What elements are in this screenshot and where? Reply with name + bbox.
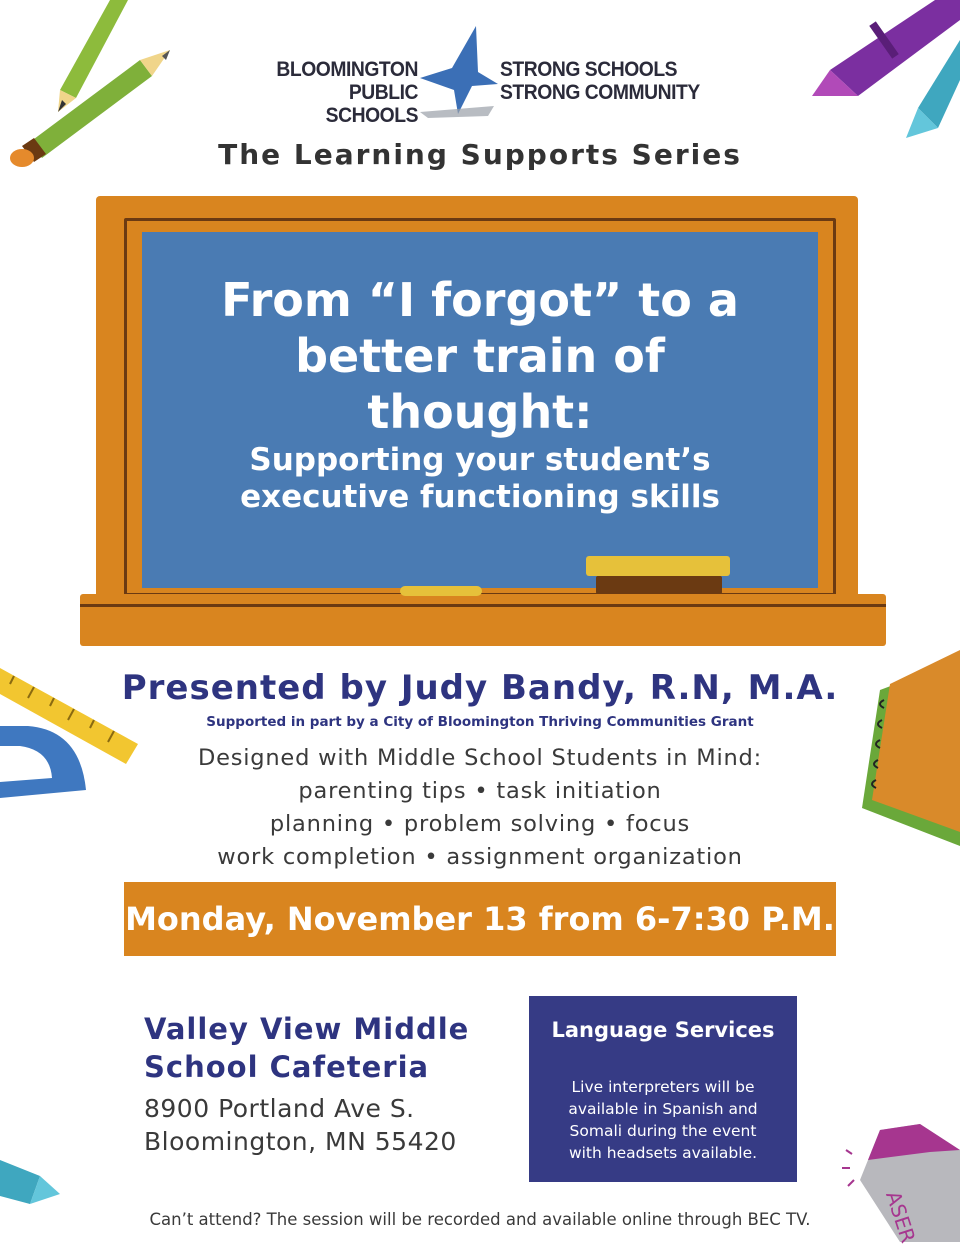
- subtitle-line: Supporting your student’s: [249, 442, 711, 478]
- star-icon: [414, 22, 504, 118]
- topic-line: parenting tips • task initiation: [298, 778, 662, 804]
- title-line: thought:: [367, 385, 593, 439]
- chalkboard-ledge: [80, 594, 886, 646]
- topics: [0, 742, 960, 874]
- venue-name: [144, 1010, 524, 1086]
- event-subtitle: [150, 442, 810, 516]
- subtitle-line: executive functioning skills: [240, 479, 720, 515]
- address-line: 8900 Portland Ave S.: [144, 1094, 415, 1123]
- series-title: The Learning Supports Series: [218, 138, 742, 171]
- topic-line: Designed with Middle School Students in Mind:: [197, 745, 763, 771]
- logo-line: STRONG SCHOOLS: [500, 58, 678, 81]
- title-line: better train of: [295, 329, 665, 383]
- logo-line: BLOOMINGTON: [276, 58, 418, 81]
- presenter: Presented by Judy Bandy, R.N, M.A.: [121, 668, 839, 708]
- logo-text-left: [254, 58, 418, 127]
- language-line: with headsets available.: [568, 1144, 758, 1162]
- title-line: From “I forgot” to a: [221, 273, 739, 327]
- eraser-label: ASER: [881, 1188, 921, 1246]
- topic-line: planning • problem solving • focus: [269, 811, 691, 837]
- logo-line: PUBLIC SCHOOLS: [325, 81, 418, 127]
- ledge-line: [80, 604, 886, 607]
- footer-note: Can’t attend? The session will be recorded and available online through BEC TV.: [149, 1210, 811, 1229]
- crayon-icon: [906, 40, 960, 138]
- venue-line: School Cafeteria: [144, 1050, 430, 1084]
- language-line: Somali during the event: [569, 1122, 757, 1140]
- grant-note: Supported in part by a City of Bloomington Thriving Communities Grant: [206, 714, 754, 730]
- board-eraser-icon: [586, 556, 730, 576]
- address-line: Bloomington, MN 55420: [144, 1127, 457, 1156]
- language-line: Live interpreters will be: [571, 1078, 755, 1096]
- language-services-body: [545, 1076, 781, 1164]
- event-date: Monday, November 13 from 6-7:30 P.M.: [125, 900, 835, 938]
- chalk-icon: [400, 586, 482, 596]
- logo-line: STRONG COMMUNITY: [500, 81, 700, 104]
- logo-text-right: [500, 58, 702, 104]
- language-line: available in Spanish and: [568, 1100, 758, 1118]
- crayon-icon: [0, 1160, 60, 1204]
- event-title: [150, 272, 810, 440]
- venue-line: Valley View Middle: [144, 1012, 470, 1046]
- topic-line: work completion • assignment organization: [217, 844, 743, 870]
- language-services-title: Language Services: [551, 1018, 775, 1042]
- venue-address: [144, 1092, 524, 1158]
- board-eraser-base: [596, 576, 722, 594]
